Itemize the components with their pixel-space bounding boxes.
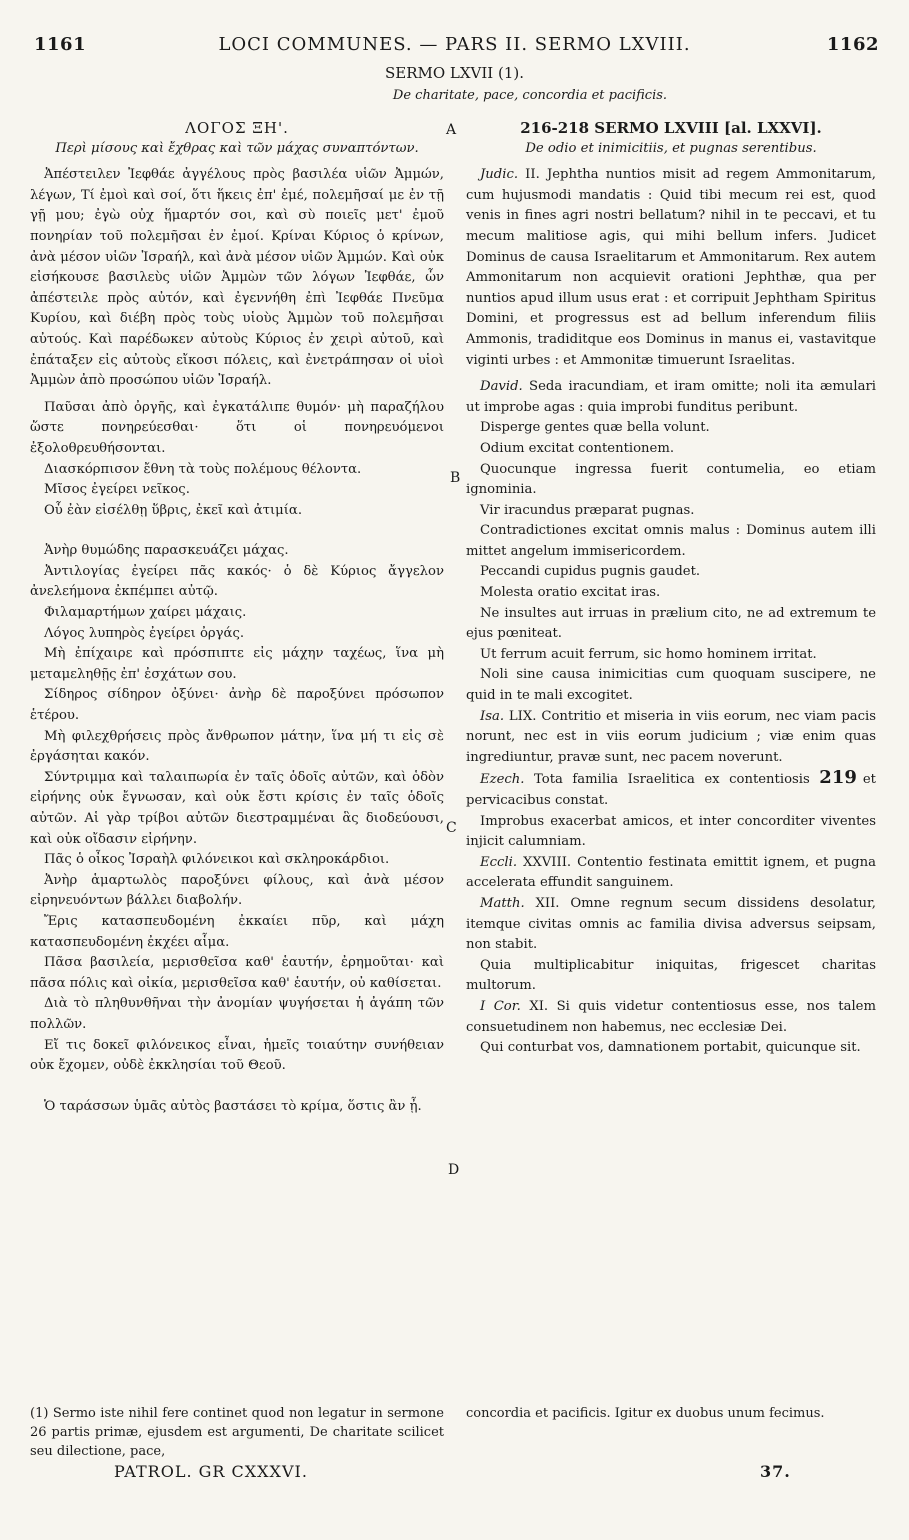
latin-para: Noli sine causa inimicitias cum quoquam suscipere, ne quid in te mali excogitet.	[466, 667, 876, 704]
running-header	[0, 34, 909, 60]
latin-column	[466, 118, 876, 1059]
latin-para: Qui conturbat vos, damnationem portabit, quicunque sit.	[480, 1040, 861, 1056]
scripture-ref: Eccli.	[480, 854, 518, 870]
greek-para: Μῖσος ἐγείρει νεῖκος.	[44, 482, 190, 498]
latin-text: Contentio festinata emittit ignem, et pugna accelerata effundit sanguinem.	[466, 854, 876, 891]
latin-text: Contritio et miseria in viis eorum, nec viam pacis norunt, nec est in viis eorum judicium ; viæ enim quas ingrediuntur, pravæ sunt, nec pacem noverunt.	[466, 708, 876, 765]
footer-signature: PATROL. GR CXXXVI.	[114, 1462, 308, 1481]
greek-column	[30, 118, 444, 1117]
greek-para: Διὰ τὸ πληθυνθῆναι τὴν ἀνομίαν ψυγήσεται ἡ ἀγάπη τῶν πολλῶν.	[30, 996, 444, 1032]
page-number-left: 1161	[34, 34, 87, 55]
greek-para: Εἴ τις δοκεῖ φιλόνεικος εἶναι, ἡμεῖς τοιαύτην συνήθειαν οὐκ ἔχομεν, οὐδὲ ἐκκλησίαι τοῦ Θεοῦ.	[30, 1037, 444, 1074]
page-number-right: 1162	[826, 34, 879, 55]
latin-para	[466, 377, 876, 418]
greek-para: Σύντριμμα καὶ ταλαιπωρία ἐν ταῖς ὁδοῖς αὐτῶν, καὶ ὁδὸν εἰρήνης οὐκ ἔγνωσαν, καὶ οὐκ ἔστι κρίσις ἐν ταῖς ὁδοῖς αὐτῶν. Αἱ γὰρ τρίβοι αὐτῶν διεστραμμέναι ἃς διοδεύουσι, καὶ οὐκ οἴδασιν εἰρήνην.	[30, 769, 444, 847]
scripture-chapter: XII.	[535, 895, 560, 911]
latin-para: Quia multiplicabitur iniquitas, frigescet charitas multorum.	[466, 957, 876, 994]
latin-para: Ut ferrum acuit ferrum, sic homo hominem irritat.	[480, 646, 817, 662]
sermon-subtitle: De charitate, pace, concordia et pacificis.	[392, 88, 668, 103]
scripture-ref: Isa.	[480, 708, 505, 724]
greek-para: Μὴ ἐπίχαιρε καὶ πρόσπιπτε εἰς μάχην ταχέως, ἵνα μὴ μεταμεληθῇς ἐπ' ἐσχάτων σου.	[30, 646, 444, 682]
margin-letter-a: A	[446, 122, 457, 138]
latin-para: Vir iracundus præparat pugnas.	[480, 502, 695, 518]
scripture-ref: David.	[480, 379, 523, 395]
latin-para	[466, 707, 876, 769]
greek-subtitle: Περὶ μίσους καὶ ἔχθρας καὶ τῶν μάχας συναπτόντων.	[55, 140, 419, 156]
latin-text: Tota familia Israelitica ex contentiosis	[533, 772, 810, 788]
latin-para	[466, 894, 876, 956]
latin-para: Contradictiones excitat omnis malus : Dominus autem illi mittet angelum immisericordem.	[466, 523, 876, 559]
latin-text: et pervicacibus constat.	[466, 772, 876, 808]
latin-para: Improbus exacerbat amicos, et inter concorditer viventes injicit calumniam.	[466, 813, 876, 850]
latin-para: Molesta oratio excitat iras.	[480, 585, 661, 601]
latin-para: Ne insultes aut irruas in prælium cito, ne ad extremum te ejus pœniteat.	[466, 605, 876, 642]
latin-para: Peccandi cupidus pugnis gaudet.	[480, 564, 701, 580]
latin-para: Quocunque ingressa fuerit contumelia, eo etiam ignominia.	[466, 461, 876, 498]
scripture-chapter: XI.	[529, 998, 549, 1014]
greek-para: Ἀπέστειλεν Ἰεφθάε ἀγγέλους πρὸς βασιλέα υἱῶν Ἀμμών, λέγων, Τί ἐμοὶ καὶ σοί, ὅτι ἥκεις ἐπ' ἐμέ, πολεμῆσαί με ἐν τῇ γῇ μου; ἐγὼ οὐχ ἥμαρτόν σοι, καὶ σὺ ποιεῖς μετ' ἐμοῦ πονηρίαν τοῦ πολεμῆσαι ἐν ἐμοί. Κρίναι Κύριος ὁ κρίνων, ἀνὰ μέσον υἱῶν Ἰσραήλ, καὶ ἀνὰ μέσον υἱῶν Ἀμμών. Καὶ οὐκ εἰσήκουσε βασιλεὺς υἱῶν Ἀμμὼν τῶν λόγων Ἰεφθάε, ὧν ἀπέστειλε πρὸς αὐτόν, καὶ ἐγεννήθη ἐπὶ Ἰεφθάε Πνεῦμα Κυρίου, καὶ διέβη πρὸς τοὺς υἱοὺς Ἀμμὼν τοῦ πολεμῆσαι αὐτούς. Καὶ παρέδωκεν αὐτοὺς Κύριος ἐν χειρὶ αὐτοῦ, καὶ ἐπάταξεν εἰς αὐτοὺς εἴκοσι πόλεις, καὶ ἐνετράπησαν οἱ υἱοὶ Ἀμμὼν ἀπὸ προσώπου υἱῶν Ἰσραήλ.	[30, 167, 444, 389]
greek-para: Φιλαμαρτήμων χαίρει μάχαις.	[44, 605, 247, 621]
greek-para: Λόγος λυπηρὸς ἐγείρει ὀργάς.	[44, 625, 245, 641]
margin-letter-c: C	[446, 820, 457, 836]
sermon-title: SERMO LXVII (1).	[384, 64, 525, 82]
greek-title: ΛΟΓΟΣ ΞΗ'.	[185, 119, 289, 137]
greek-para: Σίδηρος σίδηρον ὀξύνει· ἀνὴρ δὲ παροξύνει πρόσωπον ἑτέρου.	[30, 687, 444, 724]
running-head: LOCI COMMUNES. — PARS II. SERMO LXVIII.	[218, 34, 691, 55]
greek-para: Ἀντιλογίας ἐγείρει πᾶς κακός· ὁ δὲ Κύριος ἄγγελον ἀνελεήμονα ἐκπέμπει αὐτῷ.	[30, 563, 444, 600]
greek-para: Παῦσαι ἀπὸ ὀργῆς, καὶ ἐγκατάλιπε θυμόν· μὴ παραζήλου ὥστε πονηρεύεσθαι· ὅτι οἱ πονηρευόμενοι ἐξολοθρευθήσονται.	[30, 399, 444, 456]
greek-para: Ἀνὴρ ἁμαρτωλὸς παροξύνει φίλους, καὶ ἀνὰ μέσον εἰρηνευόντων βάλλει διαβολήν.	[30, 872, 444, 909]
scripture-chapter: II.	[525, 167, 540, 183]
scripture-chapter: LIX.	[508, 708, 537, 724]
latin-text: Jephtha nuntios misit ad regem Ammonitarum, cum hujusmodi mandatis : Quid tibi mecum rei est, quod venis in fines agri nostri bellatum? nihil in te peccavi, et tu mecum malitiose agis, qui mihi bellum infers. Judicet Dominus de causa Israelitarum et Ammonitarum. Rex autem Ammonitarum non acquievit orationi Jephthæ, qua per nuntios apud illum usus erat : et corripuit Jephtham Spiritus Domini, et progressus est ad bellum inferendum filiis Ammonis, tradiditque eos Dominus in manus ei, vastavitque viginti urbes : et Ammonitæ timuerunt Israelitas.	[466, 167, 876, 368]
latin-para	[466, 768, 876, 811]
greek-para: Οὗ ἐὰν εἰσέλθῃ ὕβρις, ἐκεῖ καὶ ἀτιμία.	[44, 502, 303, 518]
footnote-right: concordia et pacificis. Igitur ex duobus unum fecimus.	[466, 1406, 825, 1421]
latin-text: Seda iracundiam, et iram omitte; noli ita æmulari ut improbe agas : quia improbi funditus peribunt.	[466, 379, 876, 415]
footnote-left: (1) Sermo iste nihil fere continet quod non legatur in sermone 26 partis primæ, ejusdem est argumenti, De charitate scilicet seu dilectione, pace,	[30, 1406, 444, 1459]
latin-text: Omne regnum secum dissidens desolatur, itemque civitas omnis ac familia divisa adversus seipsam, non stabit.	[466, 895, 876, 953]
latin-title-text: SERMO LXVIII [al. LXXVI].	[594, 119, 822, 137]
latin-para: Disperge gentes quæ bella volunt.	[480, 420, 710, 436]
latin-text: Si quis videtur contentiosus esse, nos talem consuetudinem non habemus, nec ecclesiæ Dei.	[466, 998, 876, 1035]
latin-title-number: 216-218	[520, 119, 590, 137]
greek-para: Ἀνὴρ θυμώδης παρασκευάζει μάχας.	[44, 543, 289, 559]
margin-letter-d: D	[448, 1162, 460, 1178]
latin-para	[466, 997, 876, 1038]
greek-para: Ἔρις κατασπευδομένη ἐκκαίει πῦρ, καὶ μάχη κατασπευδομένη ἐκχέει αἷμα.	[30, 913, 444, 950]
greek-para: Ὁ ταράσσων ὑμᾶς αὐτὸς βαστάσει τὸ κρίμα, ὅστις ἂν ᾖ.	[44, 1098, 422, 1114]
greek-para: Πᾶσα βασιλεία, μερισθεῖσα καθ' ἑαυτήν, ἐρημοῦται· καὶ πᾶσα πόλις καὶ οἰκία, μερισθεῖσα καθ' ἑαυτήν, οὐ καθίσεται.	[30, 955, 444, 991]
latin-para	[466, 165, 876, 371]
scripture-chapter: XXVIII.	[522, 854, 572, 870]
footer-sheet-number: 37.	[760, 1462, 791, 1481]
latin-para	[466, 853, 876, 894]
greek-para: Μὴ φιλεχθρήσεις πρὸς ἄνθρωπον μάτην, ἵνα μή τι εἰς σὲ ἐργάσηται κακόν.	[30, 728, 444, 765]
scripture-ref: Ezech.	[480, 772, 525, 788]
scripture-ref: I Cor.	[480, 998, 521, 1014]
column-number: 219	[819, 767, 857, 789]
latin-para: Odium excitat contentionem.	[480, 440, 675, 456]
latin-subtitle: De odio et inimicitiis, et pugnas serentibus.	[525, 140, 817, 156]
scripture-ref: Matth.	[480, 895, 525, 911]
greek-para: Πᾶς ὁ οἶκος Ἰσραὴλ φιλόνεικοι καὶ σκληροκάρδιοι.	[44, 852, 390, 868]
margin-letter-b: B	[450, 470, 461, 486]
latin-title	[466, 118, 876, 139]
scripture-ref: Judic.	[480, 167, 519, 183]
greek-para: Διασκόρπισον ἔθνη τὰ τοὺς πολέμους θέλοντα.	[44, 461, 362, 477]
